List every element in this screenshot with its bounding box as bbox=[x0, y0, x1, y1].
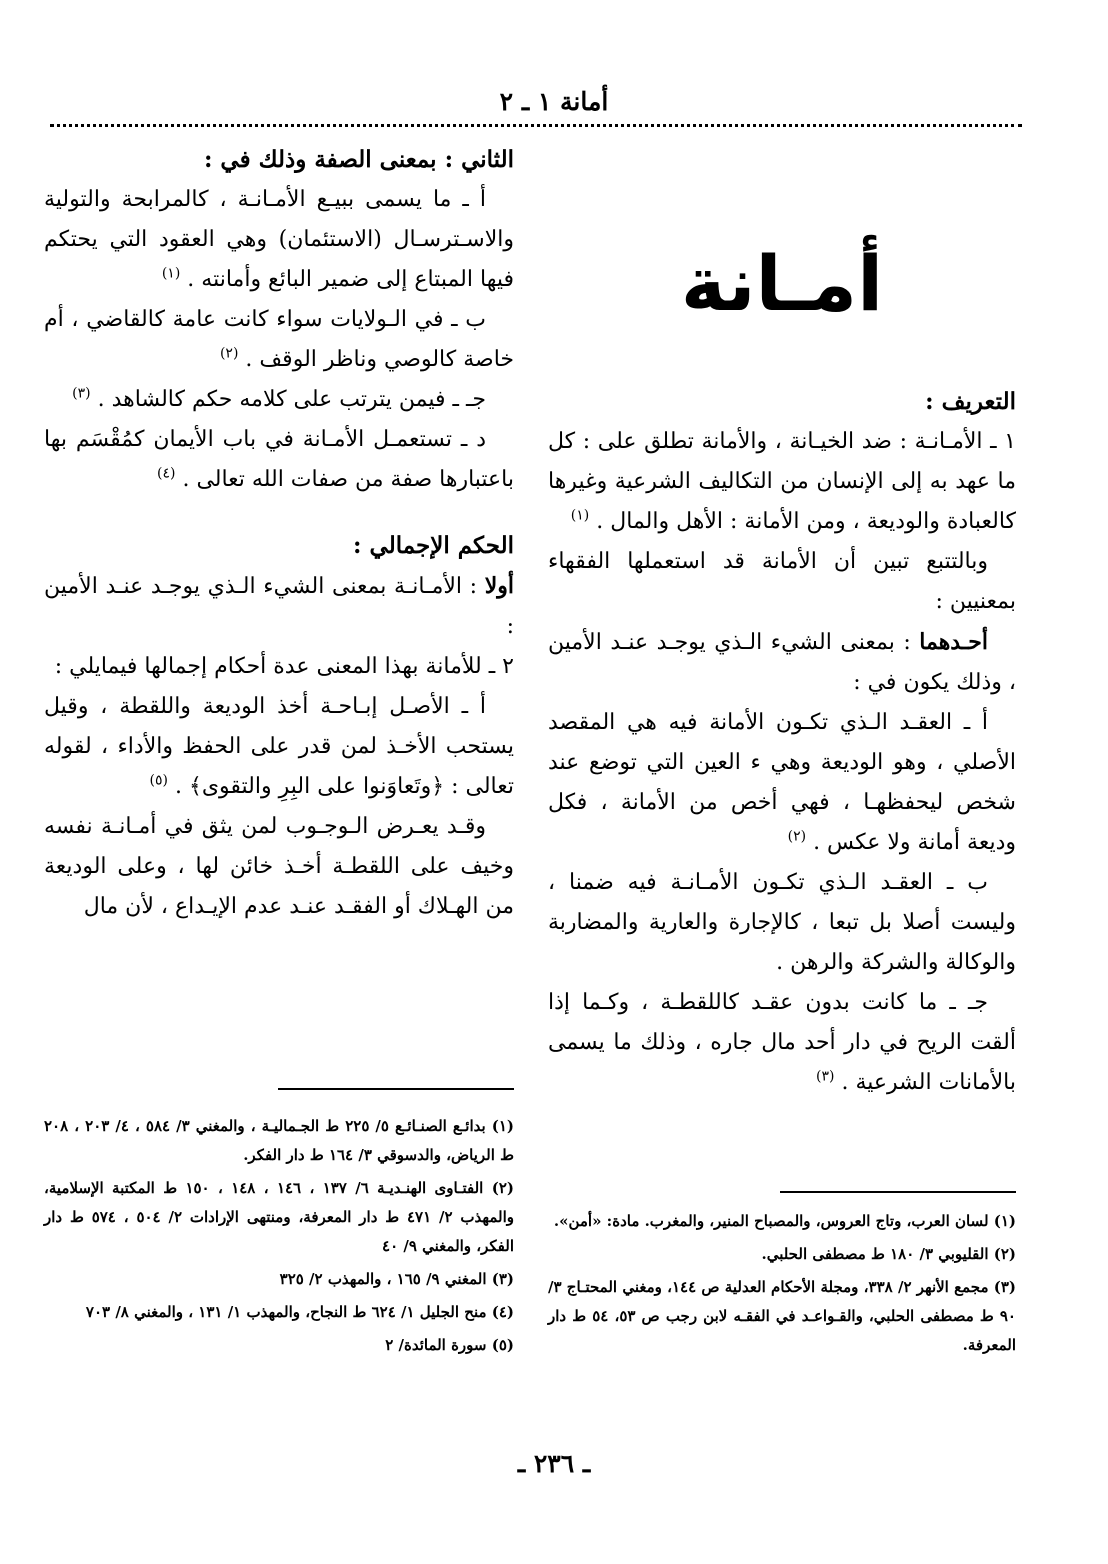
footnote-rule-right bbox=[780, 1191, 1016, 1193]
right-column bbox=[548, 140, 1016, 1103]
item-d-oaths: د ـ تستعمـل الأمـانة في باب الأيمان كمُقْسَم بها باعتبارها صفة من صفات الله تعالى . $^{(٤)}$ bbox=[44, 427, 514, 492]
left-column bbox=[44, 140, 514, 927]
item-a-trust-sale: أ ـ ما يسمى ببيـع الأمـانـة ، كالمرابحة والتولية والاسـترسـال (الاستئمان) وهي العقود التي يحتكم فيها المبتاع إلى ضمير البائع وأمانته . $^{(١)}$ bbox=[44, 187, 514, 292]
header-dotted-rule bbox=[50, 124, 1022, 127]
item-b-guardianships: ب ـ في الـولايات سواء كانت عامة كالقاضي ، أم خاصة كالوصي وناظر الوقف . $^{(٢)}$ bbox=[44, 307, 514, 372]
first-ruling-lead: أولا bbox=[484, 573, 514, 599]
footnote-item: (٢) القليوبي ٣/ ١٨٠ ط مصطفى الحلبي. bbox=[761, 1245, 1016, 1263]
second-meaning-heading: الثاني : بمعنى الصفة وذلك في : bbox=[203, 146, 514, 173]
definition-paragraph-1: ١ ـ الأمـانـة : ضد الخيـانة ، والأمانة تطلق على : كل ما عهد به إلى الإنسان من التكاليف الشرعية وغيرها كالعبادة والوديعة ، ومن الأمانة : الأهل والمال . $^{(١)}$ bbox=[548, 429, 1016, 534]
footnote-item: (٤) منح الجليل ١/ ٦٢٤ ط النجاح، والمهذب ١/ ١٣١ ، والمغني ٨/ ٧٠٣ bbox=[85, 1303, 514, 1321]
footnote-item: (٥) سورة المائدة/ ٢ bbox=[385, 1336, 514, 1354]
item-c-without-contract: جـ ـ ما كانت بدون عقـد كاللقطـة ، وكـما إذا ألقت الريح في دار أحد مال جاره ، وذلك ما يسمى بالأمانات الشرعية . $^{(٣)}$ bbox=[548, 990, 1016, 1095]
item-a-deposit: أ ـ العقـد الـذي تكـون الأمانة فيه هي المقصد الأصلي ، وهو الوديعة وهي ء العين التي توضع عند شخص ليحفظهـا ، فهي أخص من الأمانة ، فكل وديعة أمانة ولا عكس . $^{(٢)}$ bbox=[548, 710, 1016, 855]
ruling-obligation-paragraph: وقـد يعـرض الـوجـوب لمن يثق في أمـانـة نفسه وخيف على اللقطـة أخـذ خائن لها ، وعلى الوديعة من الهـلاك أو الفقـد عنـد عدم الإيـداع ، لأن مال bbox=[44, 814, 514, 919]
first-ruling-paragraph: أولا : الأمـانـة بمعنى الشيء الـذي يوجـد عنـد الأمين : bbox=[44, 573, 514, 639]
first-meaning-lead: أحـدهما bbox=[919, 629, 988, 655]
footnote-item: (٢) الفتـاوى الهنـديـة ٦/ ١٣٧ ، ١٤٦ ، ١٤٨ ، ١٥٠ ط المكتبة الإسلامية، والمهذب ٢/ ٤٧١ ط دار المعرفة، ومنتهى الإرادات ٢/ ٥٠٤ ، ٥٧٤ ط دار الفكر، والمغني ٩/ ٤٠ bbox=[44, 1179, 514, 1255]
footnote-item: (٣) مجمع الأنهر ٢/ ٣٣٨، ومجلة الأحكام العدلية ص ١٤٤، ومغني المحتـاج ٣/ ٩٠ ط مصطفى الحلبي، والقـواعـد في الفقـه لابن رجب ص ٥٣، ٥٤ ط دار المعرفة. bbox=[548, 1278, 1017, 1354]
item-c-witness: جـ ـ فيمن يترتب على كلامه حكم كالشاهد . $^{(٣)}$ bbox=[72, 385, 486, 412]
footnote-ref: (٤) bbox=[156, 465, 176, 482]
footnotes-left bbox=[44, 1112, 514, 1364]
footnote-ref: (١) bbox=[161, 265, 181, 282]
ruling-paragraph-2: ٢ ـ للأمانة بهذا المعنى عدة أحكام إجمالها فيمايلي : bbox=[54, 654, 514, 679]
ruling-heading: الحكم الإجمالي : bbox=[353, 532, 514, 559]
footnote-ref: (٥) bbox=[149, 772, 168, 789]
footnote-ref: (٣) bbox=[816, 1068, 835, 1085]
entry-title: أمـانة bbox=[680, 239, 884, 328]
first-meaning-paragraph: أحـدهما : بمعنى الشيء الـذي يوجـد عنـد الأمين ، وذلك يكون في : bbox=[548, 629, 1016, 695]
ruling-item-a: أ ـ الأصـل إبـاحـة أخذ الوديعة واللقطة ، وقيل يستحب الأخـذ لمن قدر على الحفظ والأداء ، لقوله تعالى : ﴿وتَعاوَنوا على البِرِ والتقوى﴾ . $^{(٥)}$ bbox=[44, 694, 514, 799]
item-b-implicit-trust: ب ـ العقـد الـذي تكـون الأمـانـة فيه ضمنا ، وليست أصلا بل تبعا ، كالإجارة والعارية والمضاربة والوكالة والشركة والرهن . bbox=[548, 870, 1016, 975]
footnote-item: (١) لسان العرب، وتاج العروس، والمصباح المنير، والمغرب. مادة: «أمن». bbox=[553, 1212, 1016, 1230]
running-header: أمانة ١ ـ ٢ bbox=[499, 87, 609, 116]
footnote-ref: (٢) bbox=[219, 345, 239, 362]
definition-heading: التعريف : bbox=[925, 388, 1016, 415]
page-number: ـ ٢٣٦ ـ bbox=[517, 1449, 591, 1478]
footnote-ref: (١) bbox=[570, 507, 590, 524]
definition-paragraph-2: وبالتتبع تبين أن الأمانة قد استعملها الفقهاء بمعنيين : bbox=[548, 549, 1016, 614]
spacer bbox=[44, 500, 514, 526]
footnote-rule-left bbox=[278, 1088, 514, 1090]
footnote-item: (٣) المغني ٩/ ١٦٥ ، والمهذب ٢/ ٣٢٥ bbox=[279, 1270, 514, 1288]
footnote-ref: (٣) bbox=[72, 385, 91, 402]
footnotes-right bbox=[548, 1207, 1016, 1364]
footnote-item: (١) بدائـع الصنـائـع ٥/ ٢٢٥ ط الجـماليـة ، والمغني ٣/ ٥٨٤ ، ٤/ ٢٠٣ ، ٢٠٨ ط الرياض، والدسوقي ٣/ ١٦٤ ط دار الفكر. bbox=[44, 1117, 514, 1164]
footnote-ref: (٢) bbox=[787, 828, 807, 845]
